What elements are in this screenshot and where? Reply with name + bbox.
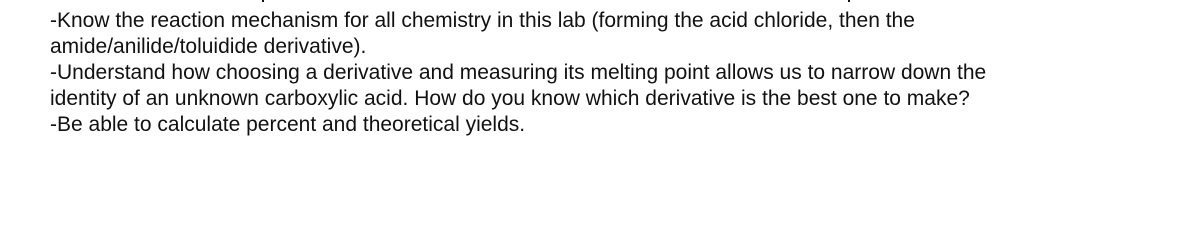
text-line: amide/anilide/toluidide derivative). — [50, 35, 367, 58]
document-body — [50, 8, 1190, 138]
text-line: -Understand how choosing a derivative and measuring its melting point allows us to narrow down the — [50, 61, 987, 84]
descender-fragment — [262, 0, 264, 2]
clipped-previous-line — [0, 0, 1200, 6]
text-line: -Know the reaction mechanism for all chemistry in this lab (forming the acid chloride, then the — [50, 9, 915, 32]
text-line: -Be able to calculate percent and theoretical yields. — [50, 113, 526, 136]
descender-fragment — [848, 0, 850, 2]
text-line: identity of an unknown carboxylic acid. How do you know which derivative is the best one to make? — [50, 87, 970, 110]
